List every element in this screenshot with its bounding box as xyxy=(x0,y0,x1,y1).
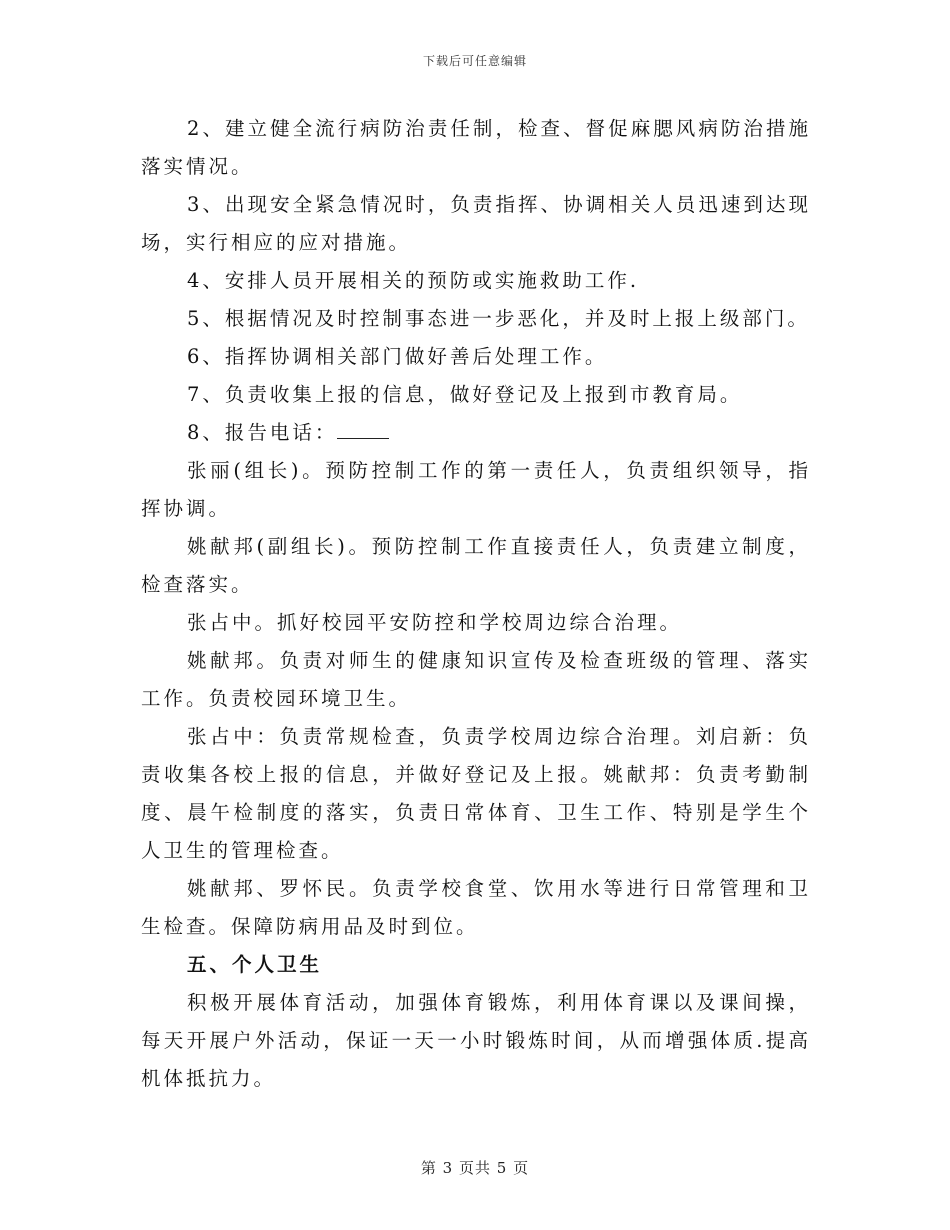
paragraph-yaoxianbang-deputy: 姚献邦(副组长)。预防控制工作直接责任人，负责建立制度，检查落实。 xyxy=(141,535,811,596)
page-number: 第 3 页共 5 页 xyxy=(420,1159,530,1177)
paragraph-item-3: 3、出现安全紧急情况时，负责指挥、协调相关人员迅速到达现场，实行相应的应对措施。 xyxy=(141,193,811,254)
page-header: 下载后可任意编辑 xyxy=(422,54,527,68)
paragraph-canteen: 姚献邦、罗怀民。负责学校食堂、饮用水等进行日常管理和卫生检查。保障防病用品及时到位。 xyxy=(141,877,811,938)
report-phone-label: 8、报告电话： xyxy=(187,421,338,444)
section-heading-personal-hygiene: 五、个人卫生 xyxy=(187,953,323,976)
paragraph-item-5: 5、根据情况及时控制事态进一步恶化，并及时上报上级部门。 xyxy=(187,307,810,330)
paragraph-zhangli: 张丽(组长)。预防控制工作的第一责任人，负责组织领导，指挥协调。 xyxy=(141,459,811,520)
paragraph-exercise: 积极开展体育活动，加强体育锻炼，利用体育课以及课间操，每天开展户外活动，保证一天一小时锻炼时间，从而增强体质.提高机体抵抗力。 xyxy=(141,991,811,1090)
paragraph-item-7: 7、负责收集上报的信息，做好登记及上报到市教育局。 xyxy=(187,383,743,406)
phone-blank-line xyxy=(337,420,389,439)
paragraph-item-8 xyxy=(141,414,811,452)
paragraph-zhangzhanzhong: 张占中。抓好校园平安防控和学校周边综合治理。 xyxy=(187,611,683,634)
document-body xyxy=(141,110,811,1098)
paragraph-yaoxianbang-health: 姚献邦。负责对师生的健康知识宣传及检查班级的管理、落实工作。负责校园环境卫生。 xyxy=(141,649,811,710)
paragraph-duties-combined: 张占中：负责常规检查，负责学校周边综合治理。刘启新：负责收集各校上报的信息，并做好登记及上报。姚献邦：负责考勤制度、晨午检制度的落实，负责日常体育、卫生工作、特别是学生个人卫生的管理检查。 xyxy=(141,725,811,862)
paragraph-item-6: 6、指挥协调相关部门做好善后处理工作。 xyxy=(187,345,608,368)
paragraph-item-2: 2、建立健全流行病防治责任制，检查、督促麻腮风病防治措施落实情况。 xyxy=(141,117,811,178)
paragraph-item-4: 4、安排人员开展相关的预防或实施救助工作. xyxy=(187,269,640,292)
